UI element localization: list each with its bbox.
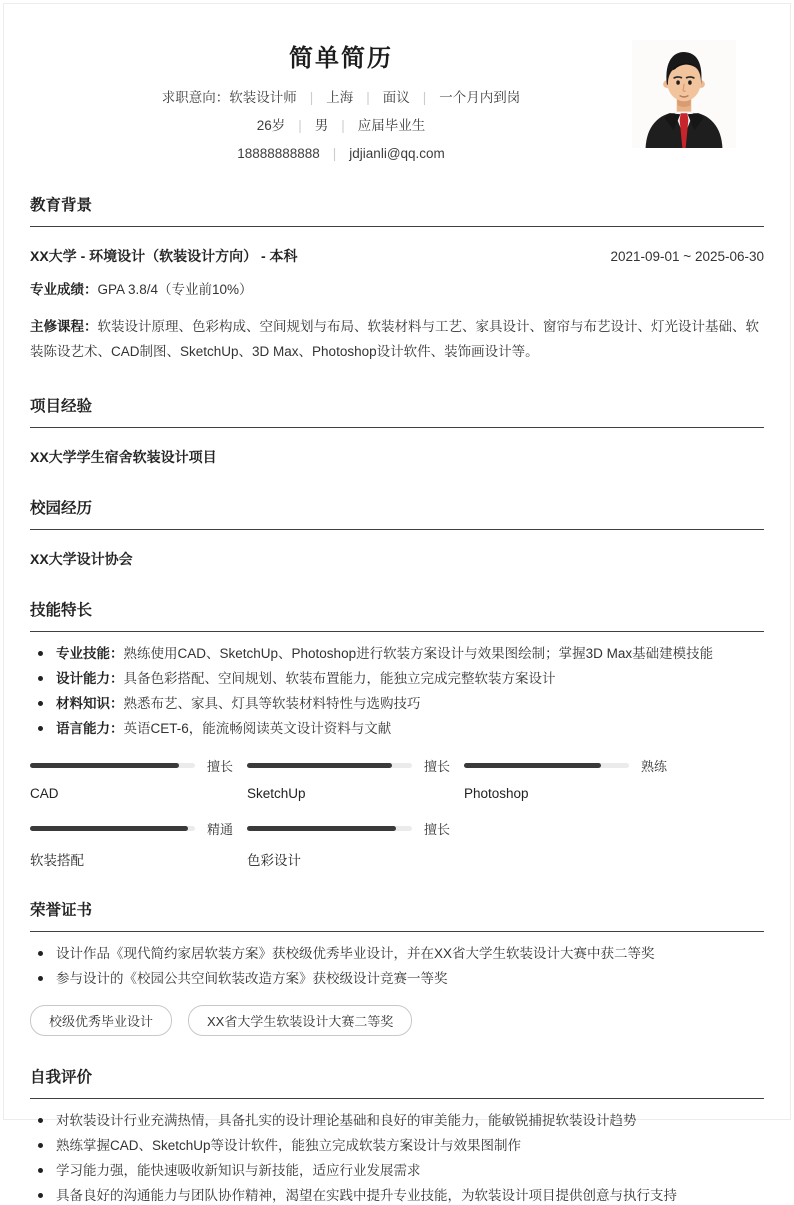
resume-page xyxy=(3,3,791,1203)
skill-bar-photoshop xyxy=(464,756,681,801)
bar-row xyxy=(30,756,247,775)
section-title-project: 项目经验 xyxy=(30,394,764,428)
resume-header xyxy=(30,38,764,164)
bar-row xyxy=(247,756,464,775)
bar-fill xyxy=(30,826,188,831)
page-title: 简单简历 xyxy=(289,45,393,72)
gender: 男 xyxy=(314,117,329,133)
separator: | xyxy=(422,90,427,105)
bar-track xyxy=(247,826,412,831)
separator: | xyxy=(341,117,345,133)
honor-tags xyxy=(30,1005,764,1036)
availability: 一个月内到岗 xyxy=(439,90,521,105)
list-item: 参与设计的《校园公共空间软装改造方案》获校级设计竞赛一等奖 xyxy=(30,969,764,988)
list-item xyxy=(30,694,764,713)
skill-level: 擅长 xyxy=(207,758,234,774)
skill-bar-cad xyxy=(30,756,247,801)
courses-value: 软装设计原理、色彩构成、空间规划与布局、软装材料与工艺、家具设计、窗帘与布艺设计、灯光设计基础、软装陈设艺术、CAD制图、SketchUp、3D Max、Photoshop设计软件、装饰画设计等。 xyxy=(30,318,759,359)
bar-row xyxy=(464,756,681,775)
bar-track xyxy=(30,826,195,831)
project-item: XX大学学生宿舍软装设计项目 xyxy=(30,448,217,465)
section-skills xyxy=(30,598,764,869)
skill-text: 熟练使用CAD、SketchUp、Photoshop进行软装方案设计与效果图绘制；掌握3D Max基础建模技能 xyxy=(123,645,714,661)
skill-bar-soft-deco xyxy=(30,819,247,869)
gpa-label: 专业成绩： xyxy=(30,281,98,297)
salary-expectation: 面议 xyxy=(382,90,410,105)
bar-track xyxy=(247,763,412,768)
skill-label: 设计能力： xyxy=(56,670,124,686)
phone-number: 18888888888 xyxy=(237,145,320,161)
gpa-line xyxy=(30,278,764,303)
honor-tag: 校级优秀毕业设计 xyxy=(30,1005,172,1036)
skill-level: 精通 xyxy=(207,821,234,837)
skill-bars-grid xyxy=(30,756,764,869)
skill-name: CAD xyxy=(30,785,59,801)
skill-name: 色彩设计 xyxy=(247,852,301,868)
separator: | xyxy=(309,90,314,105)
bar-fill xyxy=(247,826,396,831)
job-intention-row xyxy=(30,89,652,108)
section-title-skills: 技能特长 xyxy=(30,598,764,632)
bar-track xyxy=(464,763,629,768)
skill-level: 擅长 xyxy=(424,758,451,774)
section-title-honors: 荣誉证书 xyxy=(30,898,764,932)
avatar xyxy=(632,40,736,148)
contact-row xyxy=(30,145,652,164)
header-text-block xyxy=(30,38,652,164)
section-project xyxy=(30,394,764,467)
bar-row xyxy=(30,819,247,838)
avatar-illustration xyxy=(632,40,736,148)
age: 26岁 xyxy=(256,117,286,133)
email-address: jdjianli@qq.com xyxy=(349,145,445,161)
section-honors xyxy=(30,898,764,1036)
job-intention: 求职意向：软装设计师 xyxy=(161,90,297,105)
section-self-evaluation xyxy=(30,1065,764,1205)
courses-label: 主修课程： xyxy=(30,318,98,334)
skill-text: 熟悉布艺、家具、灯具等软装材料特性与选购技巧 xyxy=(123,695,421,711)
education-entry-header xyxy=(30,246,764,266)
bar-fill xyxy=(247,763,392,768)
section-title-campus: 校园经历 xyxy=(30,496,764,530)
list-item xyxy=(30,644,764,663)
list-item: 对软装设计行业充满热情，具备扎实的设计理论基础和良好的审美能力，能敏锐捕捉软装设计趋势 xyxy=(30,1111,764,1130)
separator: | xyxy=(332,145,337,161)
graduate-status: 应届毕业生 xyxy=(357,117,426,133)
skill-name: Photoshop xyxy=(464,785,529,801)
bar-fill xyxy=(30,763,179,768)
list-item xyxy=(30,669,764,688)
skill-name: 软装搭配 xyxy=(30,852,84,868)
section-campus xyxy=(30,496,764,569)
list-item: 熟练掌握CAD、SketchUp等设计软件，能独立完成软装方案设计与效果图制作 xyxy=(30,1136,764,1155)
skill-label: 材料知识： xyxy=(56,695,124,711)
list-item: 具备良好的沟通能力与团队协作精神，渴望在实践中提升专业技能，为软装设计项目提供创意与执行支持 xyxy=(30,1186,764,1205)
list-item: 设计作品《现代简约家居软装方案》获校级优秀毕业设计，并在XX省大学生软装设计大赛中获二等奖 xyxy=(30,944,764,963)
self-evaluation-bullet-list xyxy=(30,1111,764,1205)
city: 上海 xyxy=(326,90,354,105)
gpa-value: GPA 3.8/4（专业前10%） xyxy=(97,281,253,297)
honor-tag: XX省大学生软装设计大赛二等奖 xyxy=(188,1005,412,1036)
bar-track xyxy=(30,763,195,768)
skill-level: 擅长 xyxy=(424,821,451,837)
skill-bar-sketchup xyxy=(247,756,464,801)
separator: | xyxy=(366,90,370,105)
education-date-range: 2021-09-01 ~ 2025-06-30 xyxy=(610,248,764,264)
skill-name: SketchUp xyxy=(247,785,306,801)
section-title-education: 教育背景 xyxy=(30,193,764,227)
campus-item: XX大学设计协会 xyxy=(30,550,133,567)
skills-bullet-list xyxy=(30,644,764,738)
bar-fill xyxy=(464,763,601,768)
personal-info-row xyxy=(30,117,652,136)
courses-line xyxy=(30,315,764,365)
section-title-self-evaluation: 自我评价 xyxy=(30,1065,764,1099)
skill-label: 专业技能： xyxy=(56,645,124,661)
skill-text: 英语CET-6，能流畅阅读英文设计资料与文献 xyxy=(123,720,392,736)
skill-level: 熟练 xyxy=(641,758,668,774)
separator: | xyxy=(298,117,302,133)
honors-bullet-list xyxy=(30,944,764,988)
skill-text: 具备色彩搭配、空间规划、软装布置能力，能独立完成完整软装方案设计 xyxy=(123,670,556,686)
skill-bar-color-design xyxy=(247,819,464,869)
skill-label: 语言能力： xyxy=(56,720,124,736)
bar-row xyxy=(247,819,464,838)
list-item: 学习能力强，能快速吸收新知识与新技能，适应行业发展需求 xyxy=(30,1161,764,1180)
section-education xyxy=(30,193,764,365)
list-item xyxy=(30,719,764,738)
school-degree: XX大学 - 环境设计（软装设计方向） - 本科 xyxy=(30,247,298,264)
